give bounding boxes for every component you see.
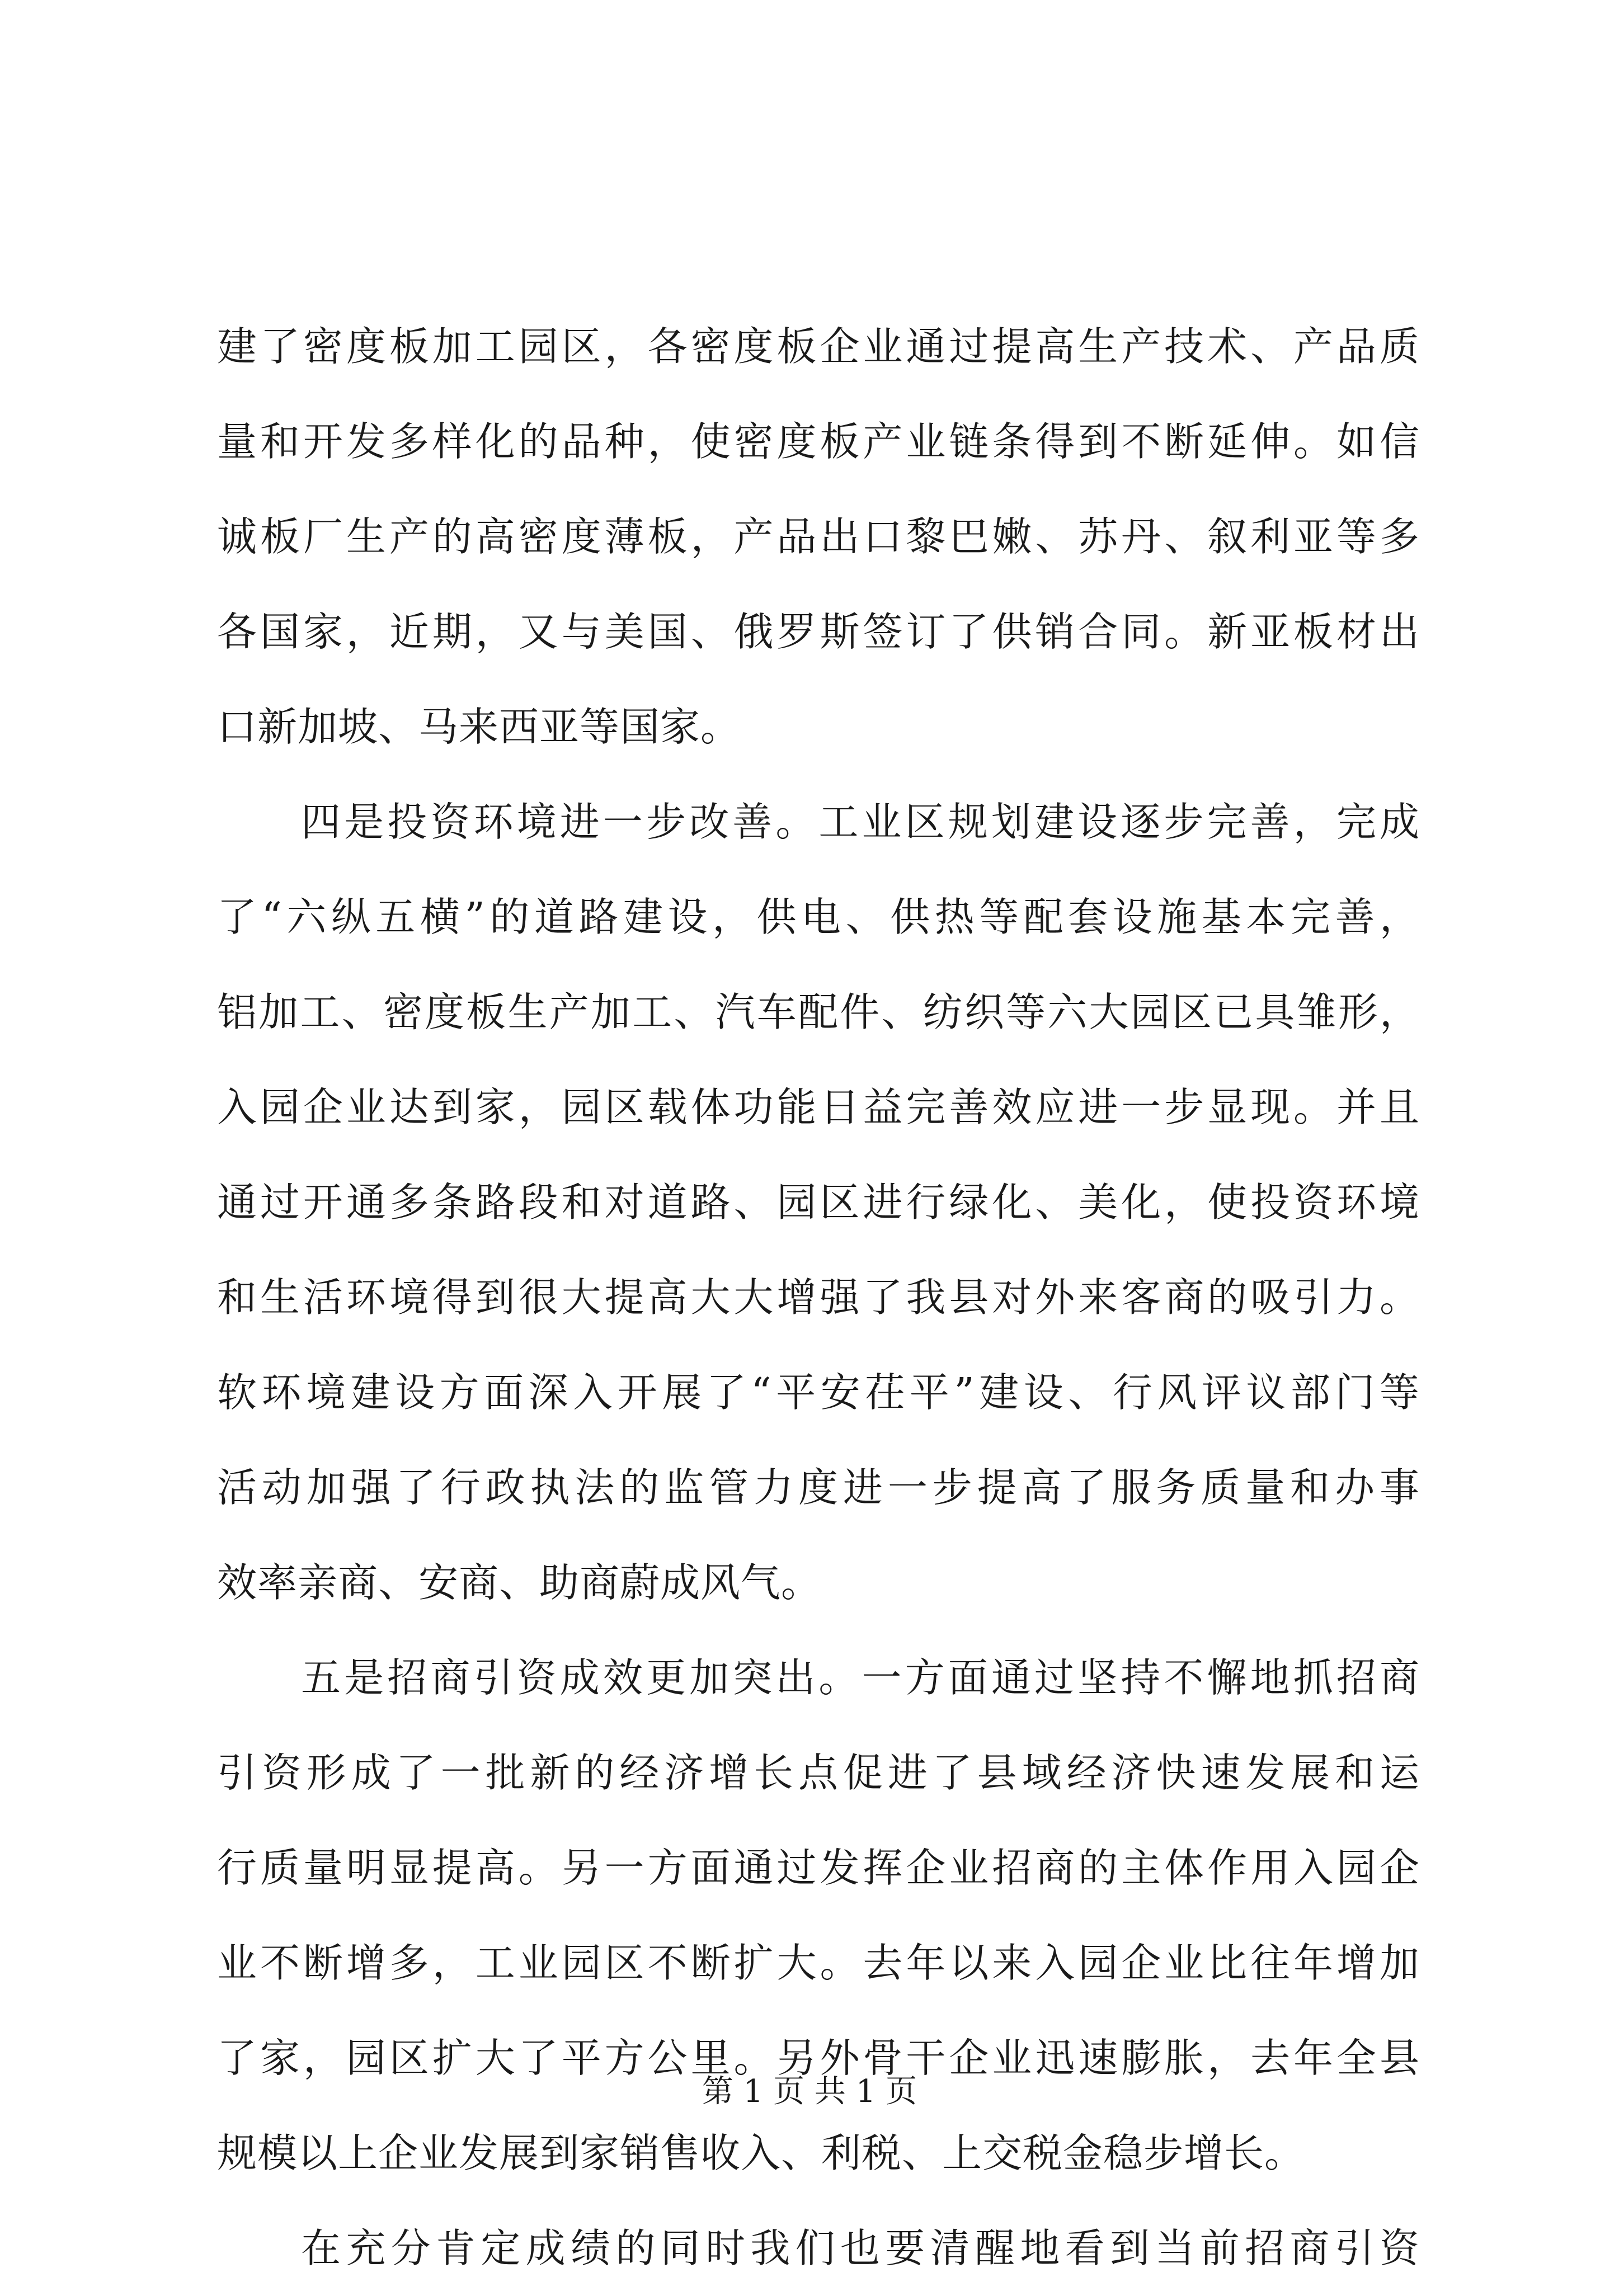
text-line: 口新加坡、马来西亚等国家。 — [217, 704, 741, 750]
text-line: 和生活环境得到很大提高大大增强了我县对外来客商的吸引力。 — [217, 1274, 1420, 1321]
text-line: 诚板厂生产的高密度薄板，产品出口黎巴嫩、苏丹、叙利亚等多 — [217, 513, 1420, 560]
text-line: 软环境建设方面深入开展了“平安茌平”建设、行风评议部门等 — [217, 1369, 1420, 1416]
text-line: 引资形成了一批新的经济增长点促进了县域经济快速发展和运 — [217, 1750, 1420, 1796]
text-line: 业不断增多，工业园区不断扩大。去年以来入园企业比往年增加 — [217, 1940, 1420, 1986]
body-text — [217, 299, 1420, 2296]
text-line: 各国家，近期，又与美国、俄罗斯签订了供销合同。新亚板材出 — [217, 609, 1420, 655]
text-line: 活动加强了行政执法的监管力度进一步提高了服务质量和办事 — [217, 1464, 1420, 1511]
paragraph-start-line: 四是投资环境进一步改善。工业区规划建设逐步完善，完成 — [301, 799, 1420, 845]
text-line: 规模以上企业发展到家销售收入、利税、上交税金稳步增长。 — [217, 2130, 1305, 2176]
page-number-label: 第 1 页 共 1 页 — [702, 2073, 917, 2110]
page-footer — [0, 2069, 1619, 2114]
text-line: 铝加工、密度板生产加工、汽车配件、纺织等六大园区已具雏形， — [217, 989, 1420, 1035]
text-line: 了家，园区扩大了平方公里。另外骨干企业迅速膨胀，去年全县 — [217, 2035, 1420, 2081]
paragraph-start-line: 在充分肯定成绩的同时我们也要清醒地看到当前招商引资 — [301, 2225, 1420, 2271]
text-line: 建了密度板加工园区，各密度板企业通过提高生产技术、产品质 — [217, 323, 1420, 370]
text-line: 量和开发多样化的品种，使密度板产业链条得到不断延伸。如信 — [217, 418, 1420, 465]
text-line: 效率亲商、安商、助商蔚成风气。 — [217, 1559, 822, 1606]
text-line: 行质量明显提高。另一方面通过发挥企业招商的主体作用入园企 — [217, 1845, 1420, 1891]
text-line: 入园企业达到家，园区载体功能日益完善效应进一步显现。并且 — [217, 1084, 1420, 1130]
text-line: 了“六纵五横”的道路建设，供电、供热等配套设施基本完善， — [217, 894, 1420, 940]
paragraph-start-line: 五是招商引资成效更加突出。一方面通过坚持不懈地抓招商 — [301, 1654, 1420, 1701]
text-line: 通过开通多条路段和对道路、园区进行绿化、美化，使投资环境 — [217, 1179, 1420, 1225]
